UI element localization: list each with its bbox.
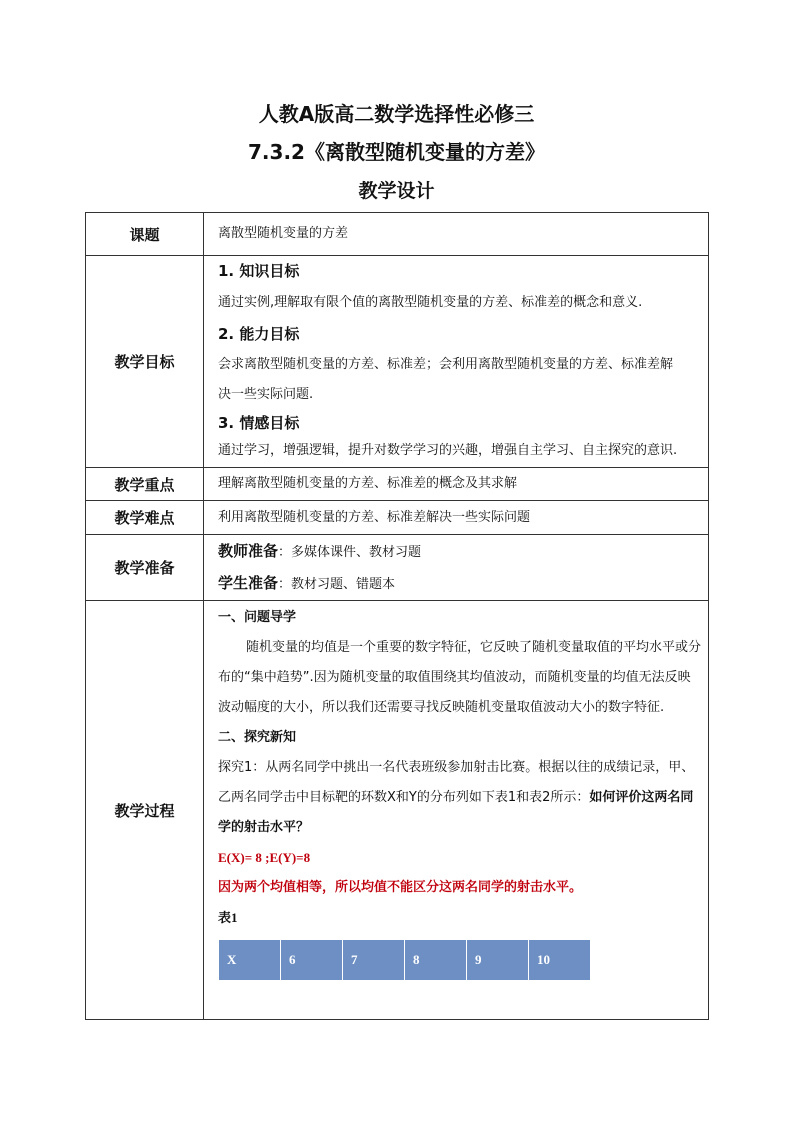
row-prep (86, 535, 709, 601)
process-label: 教学过程 (86, 601, 204, 1020)
section1-paragraph: 随机变量的均值是一个重要的数字特征，它反映了随机变量取值的平均水平或分布的“集中趋势”.因为随机变量的取值围绕其均值波动，而随机变量的均值无法反映波动幅度的大小，所以我们还需要寻找反映随机变量取值波动大小的数字特征. (218, 640, 702, 715)
difficulty-label: 教学难点 (86, 501, 204, 535)
expectation-line: E(X)= 8 ;E(Y)=8 (218, 850, 311, 865)
table1-cell: 6 (281, 940, 343, 981)
teacher-prep-value: ：多媒体课件、教材习题 (278, 544, 422, 560)
goal3-text: 通过学习，增强逻辑，提升对数学学习的兴趣，增强自主学习、自主探究的意识. (218, 442, 678, 458)
teacher-prep-label: 教师准备 (218, 541, 279, 560)
lesson-plan-table (85, 212, 709, 1020)
goal1-text: 通过实例,理解取有限个值的离散型随机变量的方差、标准差的概念和意义. (218, 294, 643, 310)
goal2-text-b: 决一些实际问题. (218, 386, 314, 402)
conclusion-line: 因为两个均值相等，所以均值不能区分这两名同学的射击水平。 (218, 880, 583, 895)
table1-caption: 表1 (218, 910, 238, 925)
explore-text: 探究1：从两名同学中挑出一名代表班级参加射击比赛。根据以往的成绩记录，甲、乙两名同学击中目标靶的环数X和Y的分布列如下表1和表2所示： (218, 760, 695, 805)
doc-title-line2: 7.3.2《离散型随机变量的方差》 (248, 140, 545, 164)
goals-label: 教学目标 (86, 256, 204, 468)
doc-title-line1: 人教A版高二数学选择性必修三 (258, 102, 535, 126)
table1-cell: X (219, 940, 281, 981)
row-difficulty (86, 501, 709, 535)
row-goals (86, 256, 709, 468)
topic-label: 课题 (86, 213, 204, 256)
table1-cell: 8 (405, 940, 467, 981)
doc-title-line3: 教学设计 (358, 180, 435, 202)
table1-cell: 7 (343, 940, 405, 981)
explore-question: 如何评价这两名同学的射击水平？ (218, 790, 694, 835)
difficulty-value: 利用离散型随机变量的方差、标准差解决一些实际问题 (204, 501, 709, 535)
table1-cell: 10 (529, 940, 591, 981)
row-key (86, 468, 709, 501)
section1-title: 一、问题导学 (218, 610, 297, 625)
goal2-title: 2. 能力目标 (218, 324, 300, 343)
table1-distribution (218, 939, 591, 981)
topic-value: 离散型随机变量的方差 (204, 213, 709, 256)
row-topic (86, 213, 709, 256)
goals-content (204, 256, 709, 468)
row-process (86, 601, 709, 1020)
student-prep-value: ：教材习题、错题本 (278, 576, 396, 592)
goal3-title: 3. 情感目标 (218, 413, 300, 432)
table1-cell: 9 (467, 940, 529, 981)
process-content (204, 601, 709, 1020)
goal2-text-a: 会求离散型随机变量的方差、标准差；会利用离散型随机变量的方差、标准差解 (218, 356, 674, 372)
section2-title: 二、探究新知 (218, 730, 297, 745)
student-prep-label: 学生准备 (218, 573, 279, 592)
table1-row (219, 940, 591, 981)
explore-paragraph (218, 753, 702, 843)
key-label: 教学重点 (86, 468, 204, 501)
key-value: 理解离散型随机变量的方差、标准差的概念及其求解 (204, 468, 709, 501)
goal1-title: 1. 知识目标 (218, 261, 300, 280)
prep-label: 教学准备 (86, 535, 204, 601)
prep-content (204, 535, 709, 601)
